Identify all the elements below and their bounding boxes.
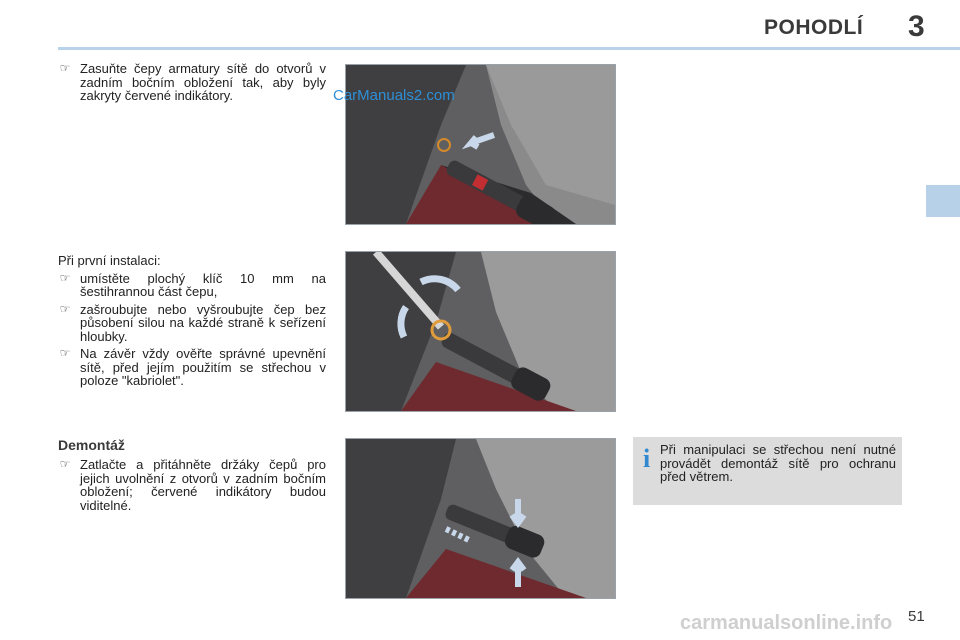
list-item-text: Zasuňte čepy armatury sítě do otvorů v zadním bočním obložení tak, aby byly zakryty červené indikátory. [80, 61, 326, 103]
header-rule [58, 47, 960, 50]
pointing-hand-icon: ☞ [59, 457, 71, 471]
section-heading: Demontáž [58, 437, 125, 453]
removal-block [58, 458, 326, 516]
chapter-side-tab [926, 185, 960, 217]
list-item-text: Zatlačte a přitáhněte držáky čepů pro jejich uvolnění z otvorů v zadním bočním obložení; červené indikátory budou viditelné. [80, 457, 326, 513]
list-item [58, 458, 326, 512]
pointing-hand-icon: ☞ [59, 270, 71, 285]
list-item [58, 303, 326, 344]
info-icon: i [643, 444, 651, 473]
first-installation-block [58, 254, 326, 392]
chapter-title: POHODLÍ [764, 16, 864, 39]
list-item [58, 272, 326, 299]
list-item-text: umístěte plochý klíč 10 mm na šestihrannou část čepu, [80, 270, 326, 299]
intro-text: Při první instalaci: [58, 253, 161, 268]
list-item [58, 62, 326, 103]
pointing-hand-icon: ☞ [59, 301, 71, 316]
figure-remove-pins [345, 438, 616, 599]
info-note-box [633, 437, 902, 505]
watermark-text: CarManuals2.com [333, 87, 455, 104]
chapter-number: 3 [908, 10, 925, 43]
list-item-text: zašroubujte nebo vyšroubujte čep bez působení silou na každé straně k seřízení hloubky. [80, 301, 326, 344]
figure-adjust-pin [345, 251, 616, 412]
list-item-text: Na závěr vždy ověřte správné upevnění sítě, před jejím použitím se střechou v poloze "kabriolet". [80, 346, 326, 388]
list-item [58, 347, 326, 388]
page-number: 51 [908, 608, 925, 625]
footer-watermark: carmanualsonline.info [680, 612, 893, 634]
pointing-hand-icon: ☞ [59, 346, 71, 360]
installation-step-block [58, 62, 326, 107]
pointing-hand-icon: ☞ [59, 61, 71, 75]
info-note-text: Při manipulaci se střechou není nutné provádět demontáž sítě pro ochranu před větrem. [660, 442, 896, 484]
